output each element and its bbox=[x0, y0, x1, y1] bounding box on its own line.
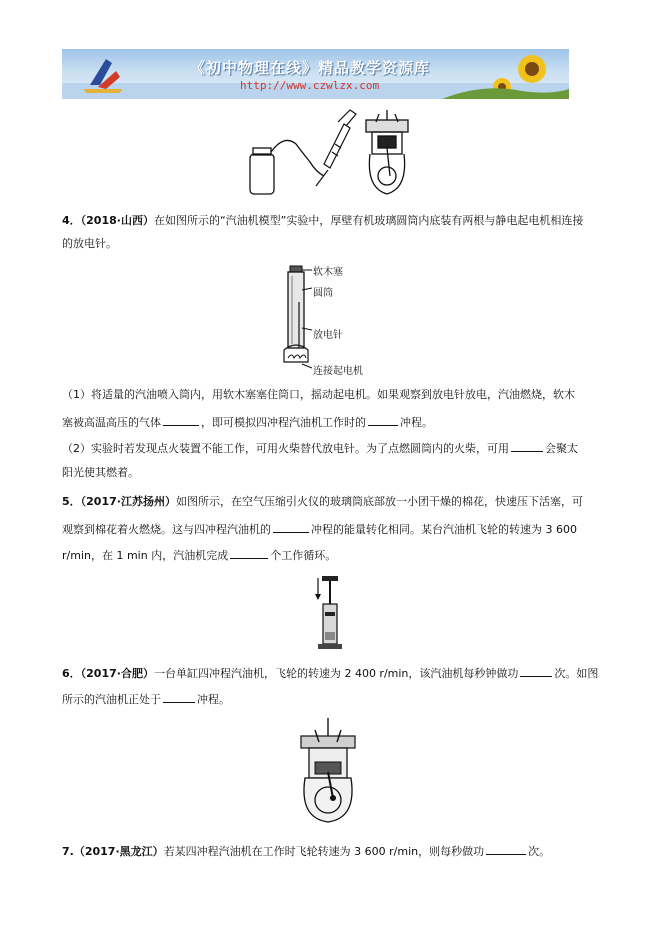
question-number: 5． bbox=[62, 495, 81, 508]
label-cork: 软木塞 bbox=[313, 267, 343, 278]
label-discharge-needle: 放电针 bbox=[313, 330, 343, 341]
q5-line-1 bbox=[62, 495, 583, 509]
question-text: 如图所示，在空气压缩引火仪的玻璃筒底部放一小团干燥的棉花，快速压下活塞，可 bbox=[175, 495, 583, 508]
answer-blank[interactable] bbox=[520, 665, 552, 677]
engine-icon bbox=[366, 110, 408, 194]
answer-blank[interactable] bbox=[273, 521, 309, 533]
question-source: （2017·黑龙江） bbox=[73, 845, 164, 858]
q4-p2-line-1: （2）实验时若发现点火装置不能工作，可用火柴替代放电针。为了点燃圆筒内的火柴，可用 会聚太 bbox=[62, 442, 578, 455]
q4-p2-line-2: 阳光使其燃着。 bbox=[62, 466, 139, 479]
label-connect-generator: 连接起电机 bbox=[313, 366, 363, 377]
question-number: 7. bbox=[62, 845, 74, 858]
sunflower-icon bbox=[518, 55, 546, 83]
answer-blank[interactable] bbox=[511, 440, 543, 452]
q4-line-2: 的放电针。 bbox=[62, 237, 117, 250]
jar-icon bbox=[250, 148, 274, 194]
question-number: 6． bbox=[62, 667, 81, 680]
answer-blank[interactable] bbox=[230, 547, 268, 559]
label-cylinder: 圆筒 bbox=[313, 288, 333, 299]
question-source: （2017·江苏扬州） bbox=[80, 495, 176, 508]
q5-line-2: 观察到棉花着火燃烧。这与四冲程汽油机的 冲程的能量转化相同。某台汽油机飞轮的转速为 3 600 bbox=[62, 523, 577, 536]
q6-line-1: 6．（2017·合肥）一台单缸四冲程汽油机，飞轮的转速为 2 400 r/min，该汽油机每秒钟做功 次。如图 bbox=[62, 667, 599, 680]
q7-line-1: 7.（2017·黑龙江）若某四冲程汽油机在工作时飞轮转速为 3 600 r/min，则每秒做功 次。 bbox=[62, 845, 551, 858]
header-banner bbox=[62, 49, 569, 99]
question-source: （2017·合肥） bbox=[80, 667, 154, 680]
q5-line-3: r/min，在 1 min 内，汽油机完成 个工作循环。 bbox=[62, 549, 337, 562]
figure-engine-cylinder bbox=[297, 716, 359, 824]
question-number: 4． bbox=[62, 214, 81, 227]
q6-line-2: 所示的汽油机正处于 冲程。 bbox=[62, 693, 230, 706]
q4-line-1 bbox=[62, 214, 583, 228]
banner-title: 《初中物理在线》精品教学资源库 bbox=[190, 59, 431, 77]
q4-p1-line-2: 塞被高温高压的气体 ，即可模拟四冲程汽油机工作时的 冲程。 bbox=[62, 416, 433, 429]
question-text: 在如图所示的“汽油机模型”实验中，厚壁有机玻璃圆筒内底装有两根与静电起电机相连接 bbox=[153, 214, 584, 227]
question-text: 若某四冲程汽油机在工作时飞轮转速为 3 600 r/min，则每秒做功 bbox=[163, 845, 485, 858]
q4-p1-line-1: （1）将适量的汽油喷入筒内，用软木塞塞住筒口，摇动起电机。如果观察到放电针放电，汽油燃烧，软木 bbox=[62, 388, 575, 401]
figure-fire-piston bbox=[312, 568, 342, 654]
question-source: （2018·山西） bbox=[80, 214, 154, 227]
figure-leader-lines bbox=[302, 262, 322, 374]
answer-blank[interactable] bbox=[163, 414, 199, 426]
answer-blank[interactable] bbox=[368, 414, 398, 426]
banner-url: http://www.czwlzx.com bbox=[240, 79, 380, 92]
answer-blank[interactable] bbox=[163, 691, 195, 703]
figure-apparatus-engine bbox=[238, 104, 423, 200]
answer-blank[interactable] bbox=[486, 843, 526, 855]
question-text: 一台单缸四冲程汽油机，飞轮的转速为 2 400 r/min，该汽油机每秒钟做功 bbox=[153, 667, 519, 680]
